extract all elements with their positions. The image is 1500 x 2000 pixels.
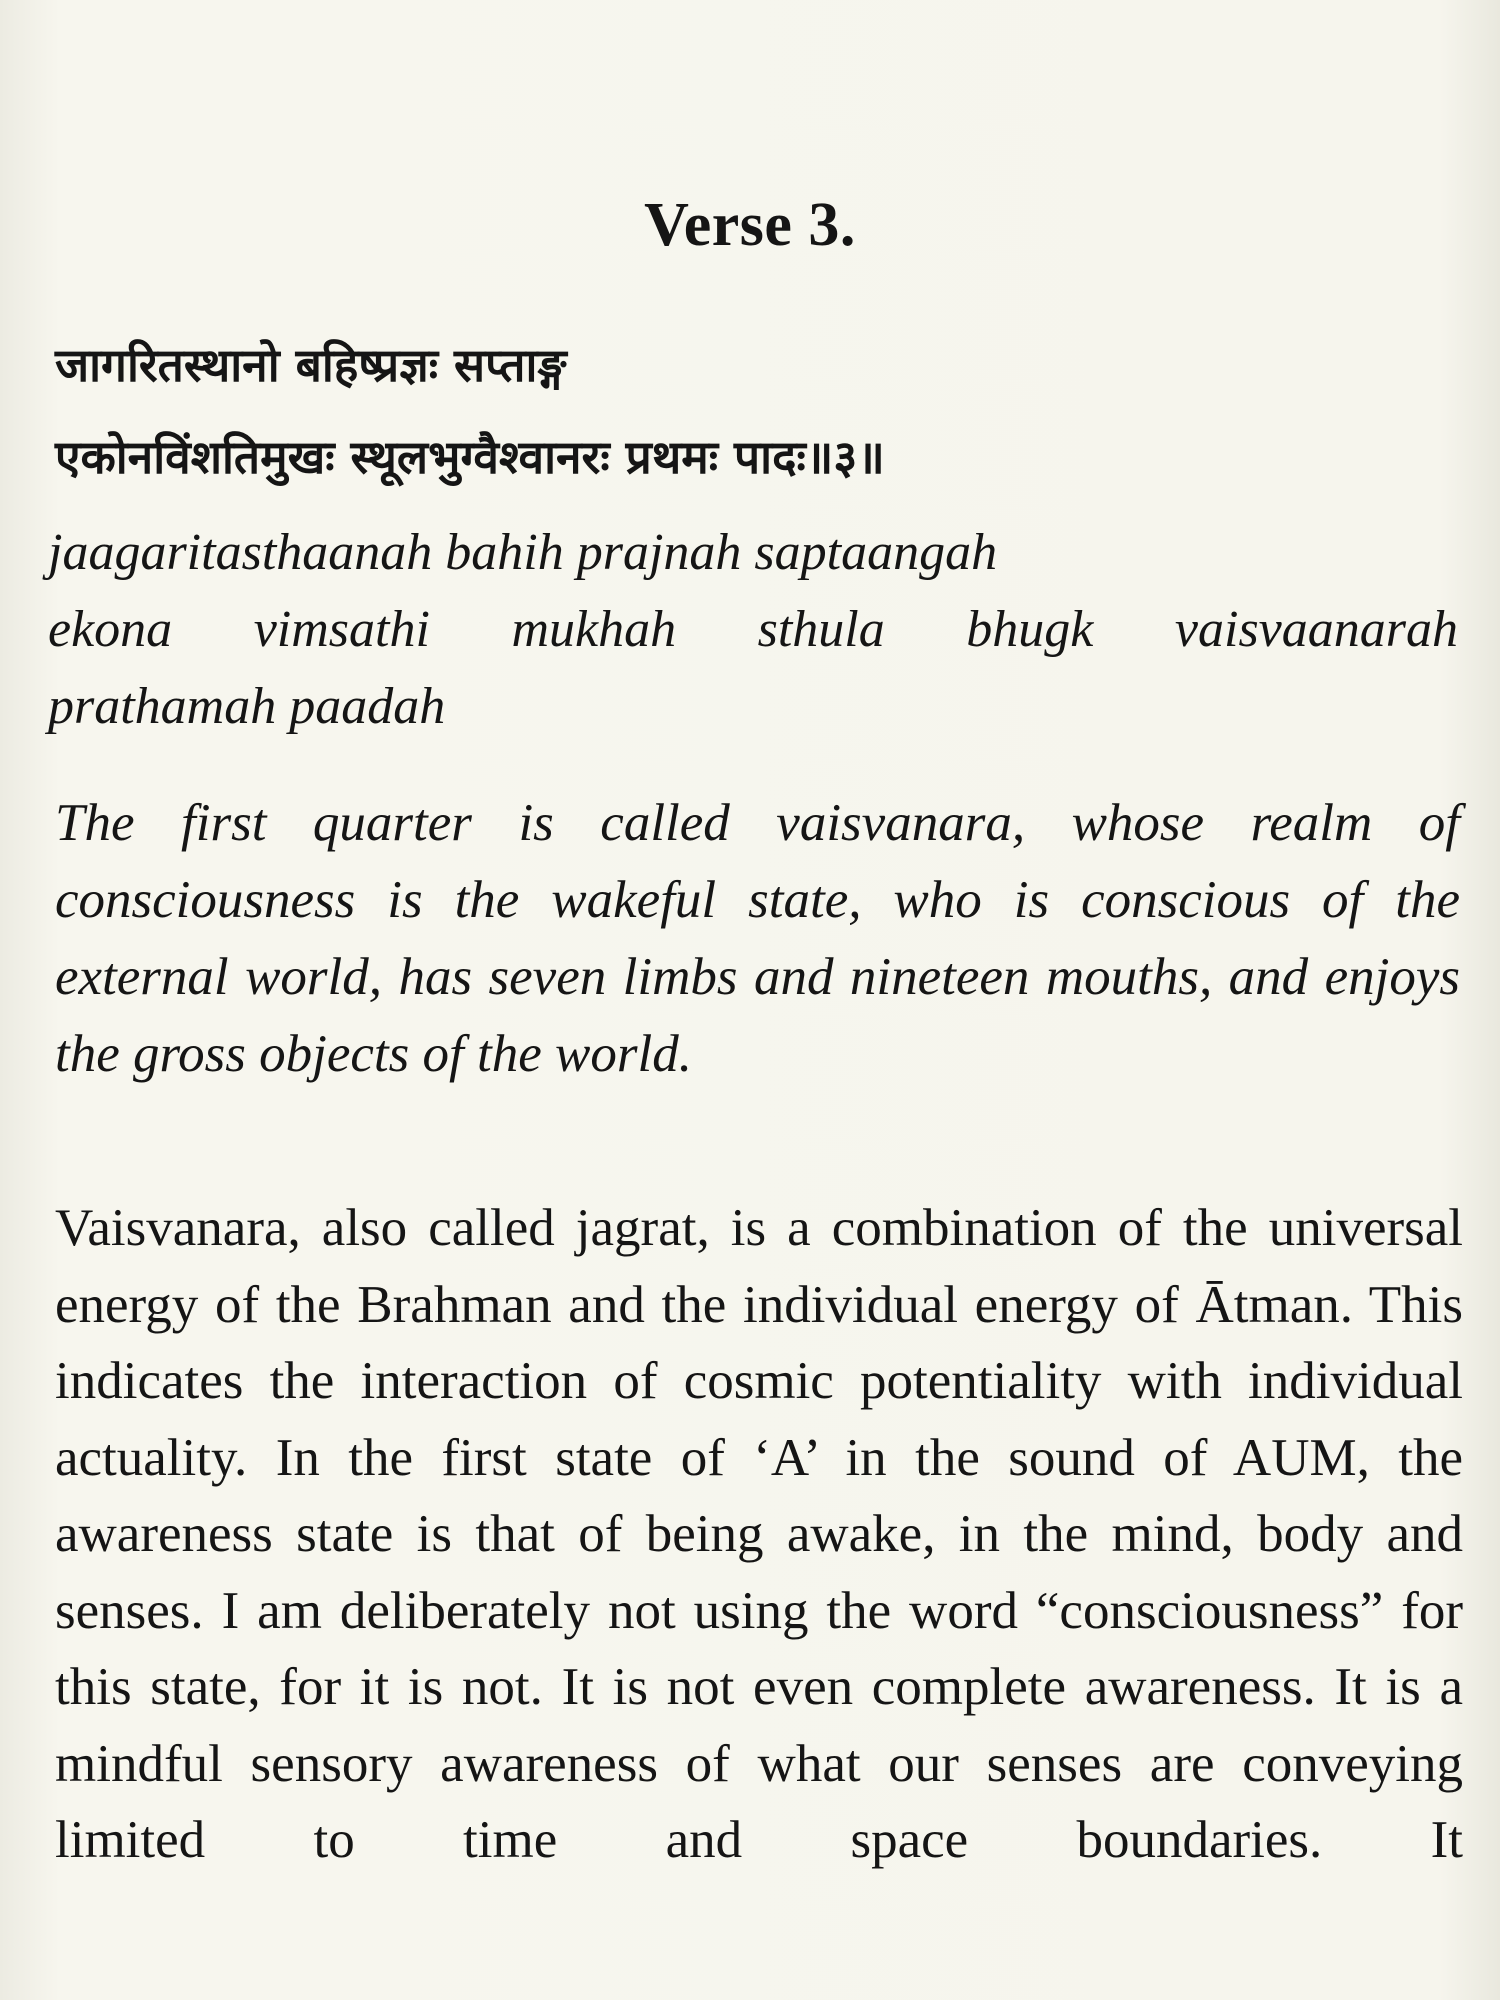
verse-translation: The first quarter is called vaisvanara, whose realm of consciousness is the wakeful state, who is conscious of the external world, has seven limbs and nineteen mouths, and enjoys the gross objects of the world. xyxy=(55,794,1460,1083)
transliteration-line-2: ekona vimsathi mukhah sthula bhugk vaisvaanarah xyxy=(48,601,1458,658)
sanskrit-line-2: एकोनविंशतिमुखः स्थूलभुग्वैश्वानरः प्रथमः पादः॥३॥ xyxy=(55,430,885,484)
transliteration-line-3: prathamah paadah xyxy=(48,678,446,735)
verse-heading: Verse 3. xyxy=(644,191,856,259)
commentary-paragraph: Vaisvanara, also called jagrat, is a combination of the universal energy of the Brahman and the individual energy of Ātman. This indicates the interaction of cosmic potentiality with individual actuality. In the first state of ‘A’ in the sound of AUM, the awareness state is that of being awake, in the mind, body and senses. I am deliberately not using the word “consciousness” for this state, for it is not. It is not even complete awareness. It is a mindful sensory awareness of what our senses are conveying limited to time and space boundaries. It xyxy=(55,1199,1463,1869)
transliteration-line-1: jaagaritasthaanah bahih prajnah saptaangah xyxy=(48,524,998,581)
transliteration-block xyxy=(48,514,1458,745)
sanskrit-line-1: जागरितस्थानो बहिष्प्रज्ञः सप्ताङ्ग xyxy=(55,338,567,392)
